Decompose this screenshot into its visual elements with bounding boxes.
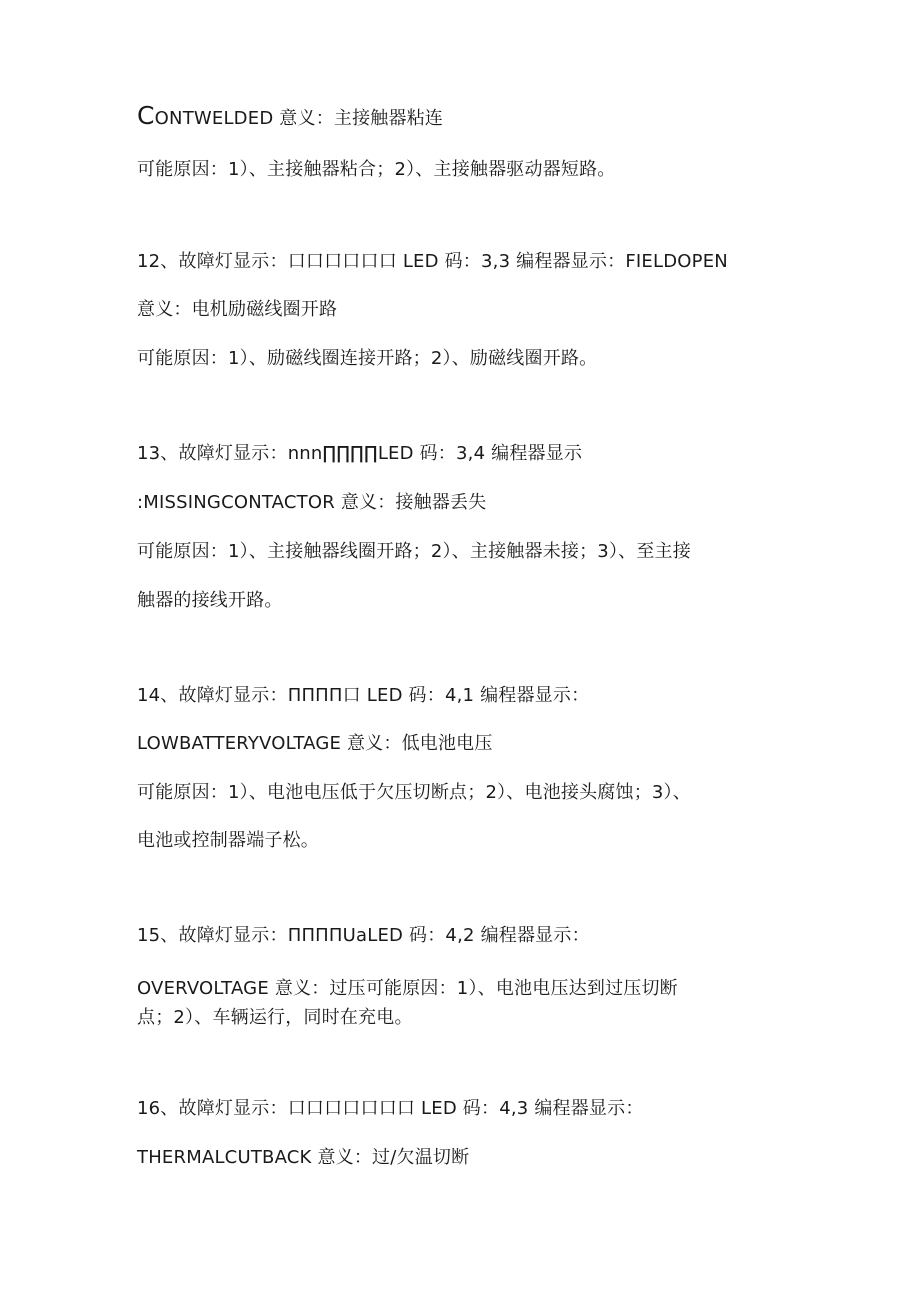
fault-13-causes-line-2: 触器的接线开路。	[137, 590, 283, 611]
fault-13-causes-line: 可能原因：1）、主接触器线圈开路；2）、主接触器未接；3）、至主接	[137, 541, 691, 562]
fault-12-header-line: 12、故障灯显示：口口口口口口 LED 码：3,3 编程器显示：FIELDOPEN	[137, 251, 728, 272]
drop-cap: C	[137, 101, 155, 130]
fault-14-causes-line-2: 电池或控制器端子松。	[137, 830, 319, 851]
fault-13-header-line: 13、故障灯显示：nnn∏∏∏∏LED 码：3,4 编程器显示	[137, 443, 583, 464]
fault-16-header-line: 16、故障灯显示：口口口口口口口 LED 码：4,3 编程器显示：	[137, 1098, 644, 1119]
fault-11-causes-line: 可能原因：1）、主接触器粘合；2）、主接触器驱动器短路。	[137, 159, 616, 180]
fault-15-meaning-line: OVERVOLTAGE 意义：过压可能原因：1）、电池电压达到过压切断	[137, 978, 678, 999]
fault-13-meaning-line: :MISSINGCONTACTOR 意义：接触器丢失	[137, 492, 487, 513]
fault-15-header-line: 15、故障灯显示：ΠΠΠΠUaLED 码：4,2 编程器显示：	[137, 925, 590, 946]
fault-11-meaning-line	[137, 101, 444, 131]
fault-14-causes-line: 可能原因：1）、电池电压低于欠压切断点；2）、电池接头腐蚀；3）、	[137, 782, 691, 803]
fault-12-meaning-line: 意义：电机励磁线圈开路	[137, 299, 338, 320]
fault-14-header-line: 14、故障灯显示：ΠΠΠΠ口 LED 码：4,1 编程器显示：	[137, 685, 590, 706]
fault-14-meaning-line: LOWBATTERYVOLTAGE 意义：低电池电压	[137, 733, 493, 754]
fault-16-meaning-line: THERMALCUTBACK 意义：过/欠温切断	[137, 1147, 470, 1168]
fault-15-causes-line: 点；2）、车辆运行，同时在充电。	[137, 1007, 413, 1028]
fault-12-causes-line: 可能原因：1）、励磁线圈连接开路；2）、励磁线圈开路。	[137, 348, 598, 369]
line-text: ONTWELDED 意义：主接触器粘连	[154, 108, 444, 129]
